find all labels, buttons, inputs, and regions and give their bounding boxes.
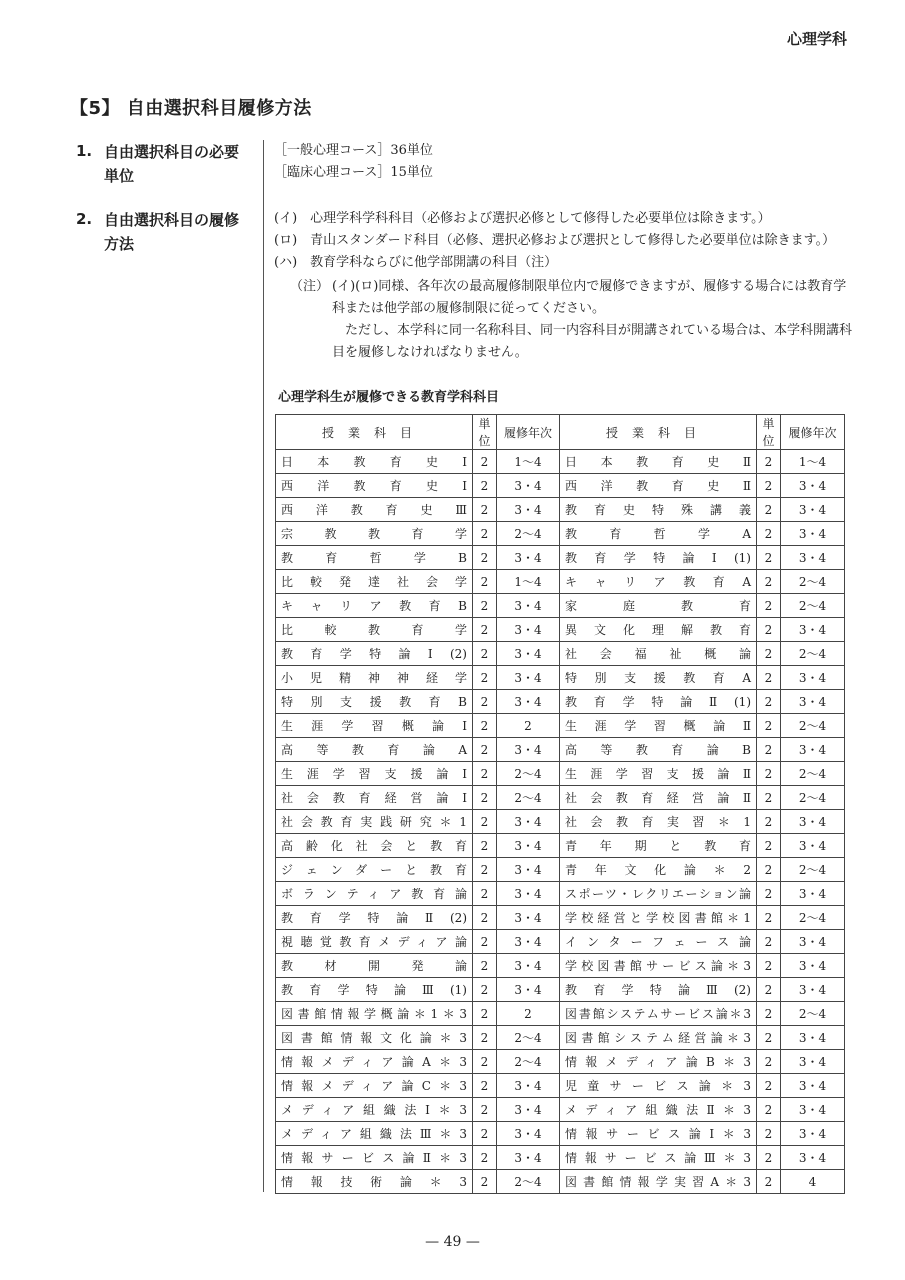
credits-cell: 2 (473, 1002, 497, 1026)
credits-cell: 2 (473, 546, 497, 570)
year-cell: 3・4 (781, 834, 845, 858)
year-cell: 1〜4 (781, 450, 845, 474)
credits-cell: 2 (473, 762, 497, 786)
credits-cell: 2 (757, 642, 781, 666)
course-name-cell: メディア組織法Ⅰ＊3 (276, 1098, 473, 1122)
note-label: （注） (290, 279, 330, 294)
credits-cell: 2 (473, 666, 497, 690)
table-row (276, 1050, 845, 1074)
year-cell: 3・4 (497, 546, 560, 570)
course-name-cell: 情報メディア論C＊3 (276, 1074, 473, 1098)
page-number: — 49 — (425, 1234, 480, 1250)
credits-cell: 2 (757, 714, 781, 738)
credits-cell: 2 (473, 1050, 497, 1074)
year-cell: 3・4 (497, 474, 560, 498)
item1-number: 1. (76, 142, 93, 160)
item2-number: 2. (76, 210, 93, 228)
year-cell: 3・4 (781, 810, 845, 834)
course-name-cell: 生涯学習支援論Ⅱ (560, 762, 757, 786)
course-name-cell: 情報サービス論Ⅲ＊3 (560, 1146, 757, 1170)
header-course: 授業科目 (560, 415, 757, 450)
credits-cell: 2 (757, 1074, 781, 1098)
credits-cell: 2 (473, 450, 497, 474)
credits-cell: 2 (473, 738, 497, 762)
year-cell: 3・4 (497, 834, 560, 858)
credits-cell: 2 (757, 1026, 781, 1050)
year-cell: 3・4 (781, 498, 845, 522)
credits-cell: 2 (473, 690, 497, 714)
course-name-cell: 生涯学習概論Ⅱ (560, 714, 757, 738)
credits-cell: 2 (473, 1122, 497, 1146)
year-cell: 3・4 (497, 690, 560, 714)
header-year: 履修年次 (781, 415, 845, 450)
year-cell: 2〜4 (781, 594, 845, 618)
course-name-cell: ボランティア教育論 (276, 882, 473, 906)
year-cell: 2〜4 (781, 714, 845, 738)
credits-cell: 2 (757, 474, 781, 498)
credits-cell: 2 (757, 570, 781, 594)
year-cell: 2〜4 (781, 1002, 845, 1026)
table-row (276, 1146, 845, 1170)
credits-cell: 2 (757, 978, 781, 1002)
course-name-cell: 特別支援教育A (560, 666, 757, 690)
course-name-cell: 情報サービス論Ⅱ＊3 (276, 1146, 473, 1170)
credits-cell: 2 (757, 1122, 781, 1146)
course-name-cell: 宗教教育学 (276, 522, 473, 546)
table-body (276, 450, 845, 1194)
course-name-cell: 教育学特論Ⅱ(1) (560, 690, 757, 714)
course-name-cell: 比較教育学 (276, 618, 473, 642)
table-row (276, 690, 845, 714)
course-name-cell: 小児精神神経学 (276, 666, 473, 690)
credits-cell: 2 (757, 882, 781, 906)
credits-cell: 2 (473, 810, 497, 834)
course-name-cell: 社会福祉概論 (560, 642, 757, 666)
year-cell: 3・4 (781, 738, 845, 762)
credits-cell: 2 (757, 594, 781, 618)
course-name-cell: 児童サービス論＊3 (560, 1074, 757, 1098)
course-name-cell: 教育学特論Ⅲ(1) (276, 978, 473, 1002)
credits-cell: 2 (757, 498, 781, 522)
credits-cell: 2 (473, 906, 497, 930)
year-cell: 3・4 (781, 1074, 845, 1098)
year-cell: 3・4 (497, 978, 560, 1002)
credits-cell: 2 (473, 954, 497, 978)
table-row (276, 546, 845, 570)
credits-cell: 2 (473, 882, 497, 906)
course-name-cell: 図書館情報文化論＊3 (276, 1026, 473, 1050)
year-cell: 3・4 (781, 690, 845, 714)
course-name-cell: 教材開発論 (276, 954, 473, 978)
credits-cell: 2 (473, 594, 497, 618)
header-course: 授業科目 (276, 415, 473, 450)
credits-cell: 2 (473, 570, 497, 594)
note-text: (イ)(ロ)同様、各年次の最高履修制限単位内で履修できますが、履修する場合には教育学科または他学部の履修制限に従ってください。 (332, 279, 847, 316)
year-cell: 3・4 (781, 930, 845, 954)
credits-cell: 2 (757, 738, 781, 762)
year-cell: 3・4 (497, 498, 560, 522)
credits-cell: 2 (473, 1170, 497, 1194)
course-name-cell: 家庭教育 (560, 594, 757, 618)
table-row (276, 570, 845, 594)
course-name-cell: 生涯学習支援論Ⅰ (276, 762, 473, 786)
course-name-cell: 西洋教育史Ⅲ (276, 498, 473, 522)
year-cell: 3・4 (497, 1146, 560, 1170)
table-row (276, 882, 845, 906)
credits-cell: 2 (473, 618, 497, 642)
course-name-cell: 学校図書館サービス論＊3 (560, 954, 757, 978)
course-name-cell: 学校経営と学校図書館＊1 (560, 906, 757, 930)
item1-heading (104, 140, 239, 188)
course-name-cell: ジェンダーと教育 (276, 858, 473, 882)
year-cell: 3・4 (781, 522, 845, 546)
course-name-cell: 教育学特論Ⅲ(2) (560, 978, 757, 1002)
table-row (276, 786, 845, 810)
year-cell: 3・4 (497, 1098, 560, 1122)
item2-line-ro: (ロ) 青山スタンダード科目（必修、選択必修および選択として修得した必要単位は除きます。） (274, 233, 836, 248)
year-cell: 2〜4 (781, 762, 845, 786)
table-row (276, 642, 845, 666)
credits-cell: 2 (473, 522, 497, 546)
table-row (276, 666, 845, 690)
table-row (276, 1002, 845, 1026)
table-header-row (276, 415, 845, 450)
year-cell: 3・4 (781, 954, 845, 978)
item2-heading-line2: 方法 (104, 235, 135, 253)
table-row (276, 1026, 845, 1050)
header-year: 履修年次 (497, 415, 560, 450)
course-name-cell: 西洋教育史Ⅰ (276, 474, 473, 498)
table-row (276, 1098, 845, 1122)
table-title: 心理学科生が履修できる教育学科科目 (278, 390, 500, 405)
year-cell: 2 (497, 714, 560, 738)
credits-cell: 2 (757, 546, 781, 570)
year-cell: 2〜4 (781, 642, 845, 666)
item2-heading (104, 208, 239, 256)
course-name-cell: 比較発達社会学 (276, 570, 473, 594)
year-cell: 3・4 (497, 810, 560, 834)
note-text: ただし、本学科に同一名称科目、同一内容科目が開講されている場合は、本学科開講科目を履修しなければなりません。 (332, 323, 853, 360)
course-table (275, 414, 845, 1194)
year-cell: 3・4 (781, 546, 845, 570)
item1-line: ［一般心理コース］36単位 (274, 143, 433, 158)
item1-heading-line1: 自由選択科目の必要 (104, 143, 240, 161)
table-row (276, 474, 845, 498)
credits-cell: 2 (757, 786, 781, 810)
year-cell: 3・4 (497, 618, 560, 642)
credits-cell: 2 (757, 930, 781, 954)
course-name-cell: 図書館システム経営論＊3 (560, 1026, 757, 1050)
department-label: 心理学科 (786, 30, 847, 48)
credits-cell: 2 (473, 1026, 497, 1050)
year-cell: 3・4 (497, 858, 560, 882)
year-cell: 2〜4 (781, 858, 845, 882)
vertical-divider (263, 140, 264, 1192)
course-name-cell: 異文化理解教育 (560, 618, 757, 642)
year-cell: 3・4 (497, 906, 560, 930)
year-cell: 3・4 (781, 1146, 845, 1170)
course-name-cell: 高等教育論B (560, 738, 757, 762)
credits-cell: 2 (473, 786, 497, 810)
table-row (276, 522, 845, 546)
course-name-cell: 社会教育実践研究＊1 (276, 810, 473, 834)
credits-cell: 2 (757, 666, 781, 690)
year-cell: 3・4 (497, 738, 560, 762)
year-cell: 2〜4 (497, 1050, 560, 1074)
credits-cell: 2 (757, 690, 781, 714)
credits-cell: 2 (757, 858, 781, 882)
year-cell: 3・4 (497, 930, 560, 954)
year-cell: 3・4 (781, 978, 845, 1002)
credits-cell: 2 (473, 858, 497, 882)
year-cell: 2〜4 (497, 1170, 560, 1194)
credits-cell: 2 (757, 522, 781, 546)
credits-cell: 2 (473, 498, 497, 522)
year-cell: 3・4 (781, 882, 845, 906)
year-cell: 3・4 (497, 642, 560, 666)
table-row (276, 450, 845, 474)
table-row (276, 834, 845, 858)
credits-cell: 2 (473, 834, 497, 858)
course-name-cell: 日本教育史Ⅱ (560, 450, 757, 474)
credits-cell: 2 (473, 978, 497, 1002)
item2-heading-line1: 自由選択科目の履修 (104, 211, 240, 229)
course-name-cell: 社会教育経営論Ⅰ (276, 786, 473, 810)
year-cell: 1〜4 (497, 450, 560, 474)
table-row (276, 1074, 845, 1098)
table-row (276, 1170, 845, 1194)
table-row (276, 498, 845, 522)
header-credits: 単位 (473, 415, 497, 450)
year-cell: 3・4 (497, 1122, 560, 1146)
credits-cell: 2 (473, 1098, 497, 1122)
credits-cell: 2 (473, 930, 497, 954)
course-name-cell: 社会教育実習＊1 (560, 810, 757, 834)
year-cell: 2〜4 (497, 762, 560, 786)
year-cell: 3・4 (497, 1074, 560, 1098)
credits-cell: 2 (757, 1098, 781, 1122)
course-name-cell: 教育学特論Ⅱ(2) (276, 906, 473, 930)
table-row (276, 930, 845, 954)
table-row (276, 594, 845, 618)
header-credits: 単位 (757, 415, 781, 450)
credits-cell: 2 (757, 450, 781, 474)
year-cell: 2〜4 (497, 1026, 560, 1050)
course-name-cell: 高等教育論A (276, 738, 473, 762)
course-name-cell: 青年期と教育 (560, 834, 757, 858)
course-name-cell: 視聴覚教育メディア論 (276, 930, 473, 954)
course-name-cell: 情報技術論＊3 (276, 1170, 473, 1194)
credits-cell: 2 (473, 1074, 497, 1098)
course-name-cell: 図書館情報学概論＊1＊3 (276, 1002, 473, 1026)
year-cell: 3・4 (497, 594, 560, 618)
year-cell: 1〜4 (497, 570, 560, 594)
course-name-cell: 教育学特論Ⅰ(1) (560, 546, 757, 570)
credits-cell: 2 (757, 762, 781, 786)
course-name-cell: メディア組織法Ⅲ＊3 (276, 1122, 473, 1146)
course-name-cell: メディア組織法Ⅱ＊3 (560, 1098, 757, 1122)
table-row (276, 810, 845, 834)
course-name-cell: 西洋教育史Ⅱ (560, 474, 757, 498)
year-cell: 2〜4 (497, 786, 560, 810)
course-name-cell: 教育史特殊講義 (560, 498, 757, 522)
credits-cell: 2 (473, 474, 497, 498)
course-name-cell: 社会教育経営論Ⅱ (560, 786, 757, 810)
year-cell: 3・4 (781, 1098, 845, 1122)
course-name-cell: 高齢化社会と教育 (276, 834, 473, 858)
credits-cell: 2 (473, 1146, 497, 1170)
course-name-cell: 図書館システムサービス論＊3 (560, 1002, 757, 1026)
item2-body (274, 208, 835, 274)
item1-line: ［臨床心理コース］15単位 (274, 165, 433, 180)
table-row (276, 762, 845, 786)
course-name-cell: 情報メディア論B＊3 (560, 1050, 757, 1074)
table-row (276, 978, 845, 1002)
year-cell: 3・4 (497, 882, 560, 906)
course-name-cell: 青年文化論＊2 (560, 858, 757, 882)
course-name-cell: キャリア教育A (560, 570, 757, 594)
year-cell: 3・4 (781, 618, 845, 642)
course-name-cell: 情報サービス論Ⅰ＊3 (560, 1122, 757, 1146)
year-cell: 3・4 (497, 666, 560, 690)
credits-cell: 2 (757, 1170, 781, 1194)
course-name-cell: 教育哲学A (560, 522, 757, 546)
item1-heading-line2: 単位 (104, 167, 135, 185)
credits-cell: 2 (757, 906, 781, 930)
year-cell: 3・4 (781, 1122, 845, 1146)
year-cell: 3・4 (781, 474, 845, 498)
item2-line-ha: (ハ) 教育学科ならびに他学部開講の科目（注） (274, 255, 558, 270)
course-name-cell: キャリア教育B (276, 594, 473, 618)
credits-cell: 2 (473, 642, 497, 666)
section-title: 【5】 自由選択科目履修方法 (70, 98, 312, 119)
year-cell: 3・4 (497, 954, 560, 978)
credits-cell: 2 (757, 1050, 781, 1074)
course-name-cell: インターフェース論 (560, 930, 757, 954)
table-row (276, 1122, 845, 1146)
credits-cell: 2 (757, 1146, 781, 1170)
credits-cell: 2 (757, 1002, 781, 1026)
table-row (276, 906, 845, 930)
note-block (290, 276, 852, 364)
table-row (276, 954, 845, 978)
item1-body (274, 140, 433, 184)
year-cell: 3・4 (781, 1050, 845, 1074)
table-row (276, 618, 845, 642)
course-name-cell: 日本教育史Ⅰ (276, 450, 473, 474)
table-row (276, 738, 845, 762)
course-name-cell: 生涯学習概論Ⅰ (276, 714, 473, 738)
credits-cell: 2 (757, 834, 781, 858)
year-cell: 2〜4 (497, 522, 560, 546)
course-name-cell: 教育学特論Ⅰ(2) (276, 642, 473, 666)
table-row (276, 858, 845, 882)
year-cell: 4 (781, 1170, 845, 1194)
year-cell: 3・4 (781, 1026, 845, 1050)
year-cell: 2〜4 (781, 786, 845, 810)
item2-line-i: (イ) 心理学科学科科目（必修および選択必修として修得した必要単位は除きます。） (274, 211, 771, 226)
credits-cell: 2 (757, 954, 781, 978)
credits-cell: 2 (757, 618, 781, 642)
course-name-cell: 図書館情報学実習A＊3 (560, 1170, 757, 1194)
year-cell: 2 (497, 1002, 560, 1026)
credits-cell: 2 (473, 714, 497, 738)
table-row (276, 714, 845, 738)
course-name-cell: 教育哲学B (276, 546, 473, 570)
year-cell: 2〜4 (781, 570, 845, 594)
course-name-cell: 特別支援教育B (276, 690, 473, 714)
course-name-cell: スポーツ・レクリエーション論 (560, 882, 757, 906)
credits-cell: 2 (757, 810, 781, 834)
course-name-cell: 情報メディア論A＊3 (276, 1050, 473, 1074)
year-cell: 3・4 (781, 666, 845, 690)
year-cell: 2〜4 (781, 906, 845, 930)
